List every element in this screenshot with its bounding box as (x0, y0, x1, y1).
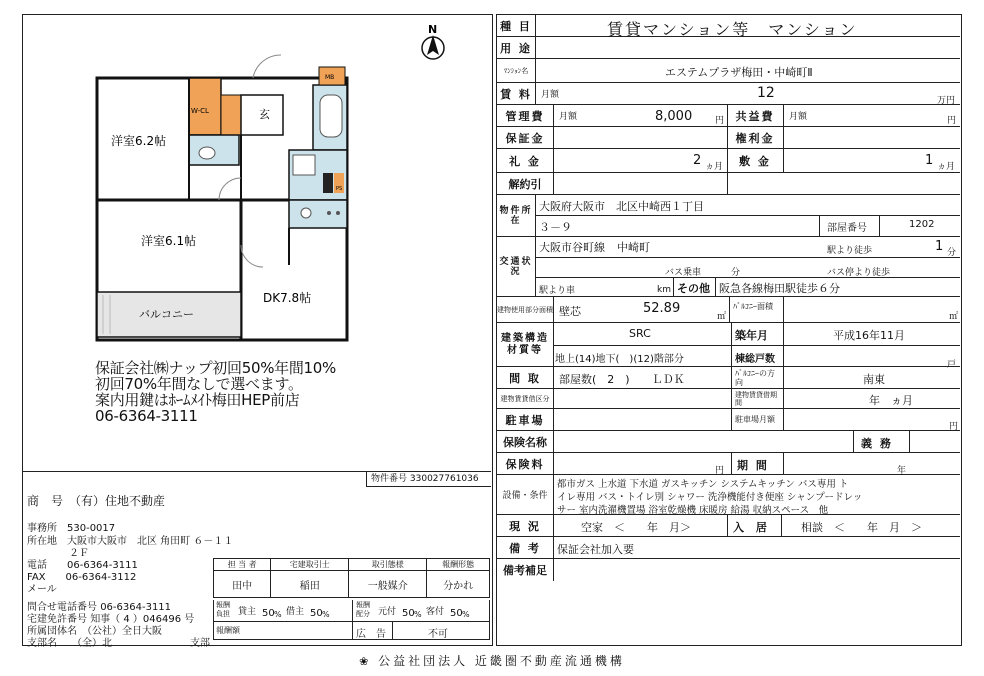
room-dk: DK7.8帖 (263, 291, 312, 305)
row-traffic: 交通状況 大阪市谷町線 中崎町 駅より徒歩 1 分 バス乗車 分 バス停より徒歩 駅より車 km その他 阪急各線梅田駅徒歩６分 (497, 237, 960, 297)
trade-type: 一般媒介 (349, 571, 427, 598)
facilities-line-3: サー 室内洗濯機置場 浴室乾燥機 床暖房 給湯 収納スペース 他 (557, 505, 829, 516)
row-location: 物件所在 大阪府大阪市 北区中崎西１丁目 ３－９ 部屋番号 1202 (497, 195, 960, 237)
row-facilities: 設備・条件 都市ガス 上水道 下水道 ガスキッチン システムキッチン バス専用 ト イレ専用 バス・トイレ別 シャワー 洗浄機能付き便座 シャンプードレッ サー 室内洗濯機置場 浴室乾燥機 床暖房 給湯 収納スペース 他 (497, 475, 960, 515)
office-fax: FAX 06-6364-3112 (27, 572, 137, 583)
office-tel: 電話 06-6364-3111 (27, 560, 138, 571)
agent-grid: 担 当 者 宅建取引士 取引態様 報酬形態 田中 稲田 一般媒介 分かれ (213, 558, 490, 598)
association: 所属団体名 （公社）全日大阪 (27, 626, 162, 637)
direction-value: 南東 (863, 373, 885, 386)
ad-row: 報酬額 広 告 不可 (213, 622, 490, 640)
movein-value: 相談 ＜ 年 月 ＞ (801, 521, 922, 534)
trade-name: 商 号 （有）住地不動産 (27, 494, 166, 508)
row-mgmt: 管理費 月額 8,000 円 共益費 月額 円 (497, 105, 960, 127)
agent-name: 稲田 (271, 571, 349, 598)
rent-value: 12 (757, 85, 775, 101)
floors: 地上(14)地下( )(12)階部分 (555, 354, 684, 365)
row-reikin: 礼 金 2 ヵ月 敷 金 1 ヵ月 (497, 149, 960, 173)
north-label: N (428, 23, 438, 36)
layout-value: 部屋数( 2 ) ＬＤＫ (559, 373, 685, 386)
row-remarks: 備 考 保証会社加入要 (497, 537, 960, 559)
property-table (496, 14, 962, 646)
branch: 支部名 （全）北 支部 (27, 638, 210, 649)
logo-icon: ❀ (359, 655, 372, 668)
room-western-1: 洋室6.2帖 (111, 134, 167, 148)
other-access: 阪急各線梅田駅徒歩６分 (719, 282, 840, 295)
location-line-1: 大阪府大阪市 北区中崎西１丁目 (539, 200, 704, 213)
row-lease: 建物賃貸借区分 建物賃貸借期間 年 ヵ月 (497, 389, 960, 409)
office-address: 所在地 大阪市大阪市 北区 角田町 ６－１１ (27, 536, 234, 547)
mansion-name: エステムプラザ梅田・中崎町Ⅱ (665, 66, 813, 79)
facilities-line-1: 都市ガス 上水道 下水道 ガスキッチン システムキッチン バス専用 ト (557, 479, 849, 490)
facilities-line-2: イレ専用 バス・トイレ別 シャワー 洗浄機能付き便座 シャンプードレッ (557, 492, 863, 503)
notice-line-1: 保証会社㈱ナップ初回50%年間10% (95, 359, 336, 377)
reikin-value: 2 (693, 153, 702, 168)
location-line-2: ３－９ (539, 221, 572, 234)
row-status: 現 況 空家 ＜ 年 月＞ 入 居 相談 ＜ 年 月 ＞ (497, 515, 960, 537)
room-mb: MB (325, 74, 335, 81)
row-cancel: 解約引 (497, 173, 960, 195)
row-parking: 駐車場 駐車場月額 円 (497, 409, 960, 431)
office-postal: 事務所 530-0017 (27, 523, 116, 534)
office-mail: メール (27, 584, 57, 595)
room-western-2: 洋室6.1帖 (141, 234, 197, 248)
status-value: 空家 ＜ 年 月＞ (581, 521, 691, 534)
left-panel (22, 14, 493, 649)
license-number: 宅建免許番号 知事（ 4 ）046496 号 (27, 614, 195, 625)
structure-value: SRC (629, 327, 651, 340)
room-wcl: W-CL (191, 107, 209, 115)
row-deposit: 保証金 権利金 (497, 127, 960, 149)
office-address-2: ２Ｆ (69, 548, 89, 559)
footer: ❀ 公益社団法人 近畿圏不動産流通機構 (359, 654, 625, 668)
listing-number: 物件番号 330027761036 (366, 472, 491, 487)
notice-line-4: 06-6364-3111 (95, 407, 198, 425)
kind-value: 賃貸マンション等 マンション (607, 20, 858, 39)
row-layout: 間 取 部屋数( 2 ) ＬＤＫ ﾊﾞﾙｺﾆｰの方向 南東 (497, 367, 960, 389)
room-number: 1202 (909, 219, 935, 230)
inquiry-tel: 問合せ電話番号 06-6364-3111 (27, 602, 172, 613)
row-insurance: 保険名称 義 務 (497, 431, 960, 453)
station: 中崎町 (617, 241, 650, 254)
remarks-value: 保証会社加入要 (557, 543, 634, 556)
north-arrow-icon (422, 35, 444, 59)
row-area: 建物使用部分面積 壁芯 52.89 ㎡ ﾊﾞﾙｺﾆｰ面積 ㎡ (497, 297, 960, 323)
notice-line-2: 初回70%年間なしで選べます。 (95, 375, 303, 393)
built-date: 平成16年11月 (833, 329, 905, 342)
row-structure: 建築構造材質等 SRC 地上(14)地下( )(12)階部分 築年月 平成16年11月 棟総戸数 戸 (497, 323, 960, 367)
staff-name: 田中 (214, 571, 271, 598)
room-ps: PS (336, 186, 343, 192)
notice-line-3: 案内用鍵はﾎｰﾑﾒｲﾄ梅田HEP前店 (95, 391, 300, 409)
area-value: 52.89 (643, 301, 681, 316)
room-entrance: 玄 (259, 108, 270, 121)
row-kind: 種 目 賃貸マンション等 マンション (497, 15, 960, 37)
fee-type: 分かれ (427, 571, 490, 598)
row-insurance-fee: 保険料 円 期 間 年 (497, 453, 960, 475)
room-balcony: バルコニー (139, 308, 194, 321)
row-remarks-2: 備考補足 (497, 559, 960, 581)
row-use: 用 途 (497, 37, 960, 59)
row-rent: 賃 料 月額 12 万円 (497, 83, 960, 105)
walk-minutes: 1 (935, 239, 944, 254)
mgmt-value: 8,000 (655, 109, 693, 124)
train-line: 大阪市谷町線 (539, 241, 605, 254)
reward-row: 報酬負担 貸主 50 % 借主 50 % 報酬配分 元付 50 % 客付 50 % (213, 600, 490, 622)
row-mansion: ﾏﾝｼｮﾝ名 エステムプラザ梅田・中崎町Ⅱ (497, 59, 960, 83)
shikikin-value: 1 (925, 153, 934, 168)
lease-term: 年 ヵ月 (869, 394, 913, 407)
company-block (23, 471, 491, 649)
